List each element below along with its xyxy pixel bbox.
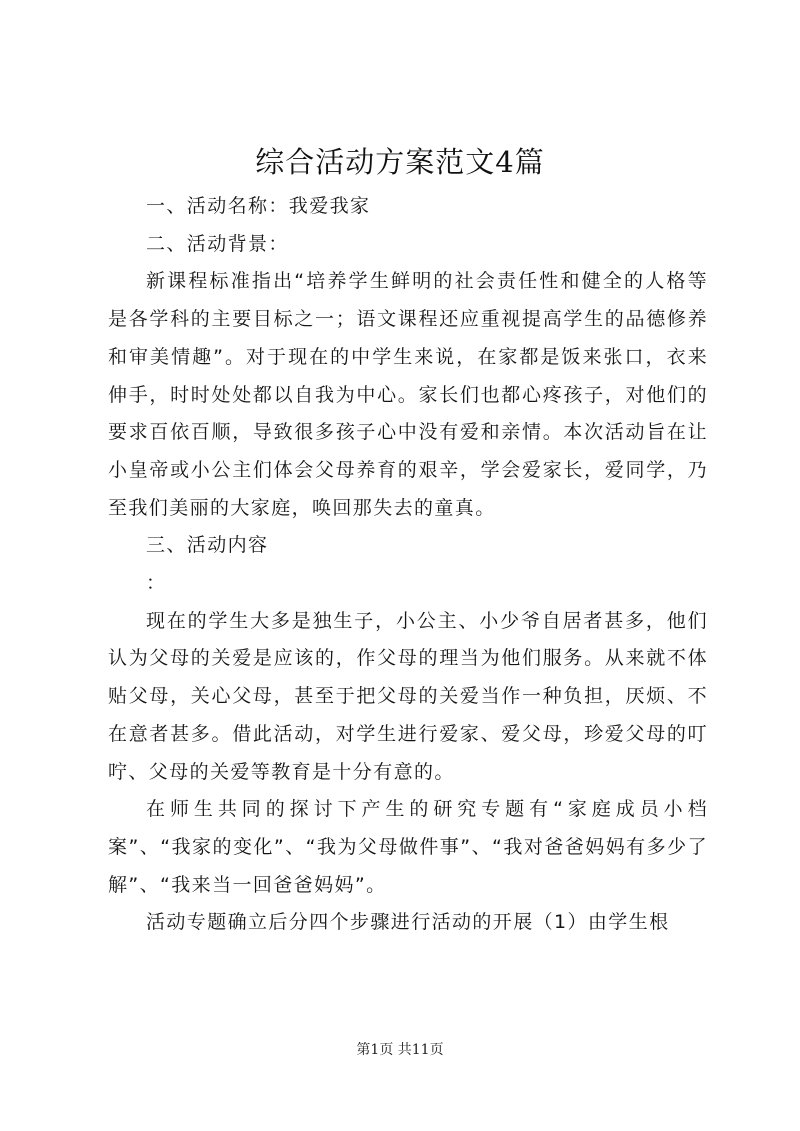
colon-line: ： [146, 572, 167, 595]
section-heading-background: 二、活动背景： [146, 232, 289, 255]
content-paragraph-1: 现在的学生大多是独生子，小公主、小少爷自居者甚多，他们认为父母的关爱是应该的，作父母的理当为他们服务。从来就不体贴父母，关心父母，甚至于把父母的关爱当作一种负担，厌烦、不在意者甚多。借此活动，对学生进行爱家、爱父母，珍爱父母的叮咛、父母的关爱等教育是十分有意的。 [108, 609, 708, 783]
content-paragraph-2: 在师生共同的探讨下产生的研究专题有“家庭成员小档案”、“我家的变化”、“我为父母做件事”、“我对爸爸妈妈有多少了解”、“我来当一回爸爸妈妈”。 [108, 798, 708, 896]
content-paragraph-3: 活动专题确立后分四个步骤进行活动的开展（1）由学生根 [146, 911, 670, 934]
document-title: 综合活动方案范文4篇 [255, 145, 545, 179]
background-paragraph: 新课程标准指出“培养学生鲜明的社会责任性和健全的人格等是各学科的主要目标之一；语文课程还应重视提高学生的品德修养和审美情趣”。对于现在的中学生来说，在家都是饭来张口，衣来伸手，时时处处都以自我为中心。家长们也都心疼孩子，对他们的要求百依百顺，导致很多孩子心中没有爱和亲情。本次活动旨在让小皇帝或小公主们体会父母养育的艰辛，学会爱家长，爱同学，乃至我们美丽的大家庭，唤回那失去的童真。 [108, 270, 708, 519]
document-body [108, 188, 708, 942]
section-heading-content: 三、活动内容 [146, 534, 269, 557]
page-footer: 第1页 共11页 [356, 1042, 444, 1058]
section-heading-activity-name: 一、活动名称：我爱我家 [146, 195, 371, 217]
